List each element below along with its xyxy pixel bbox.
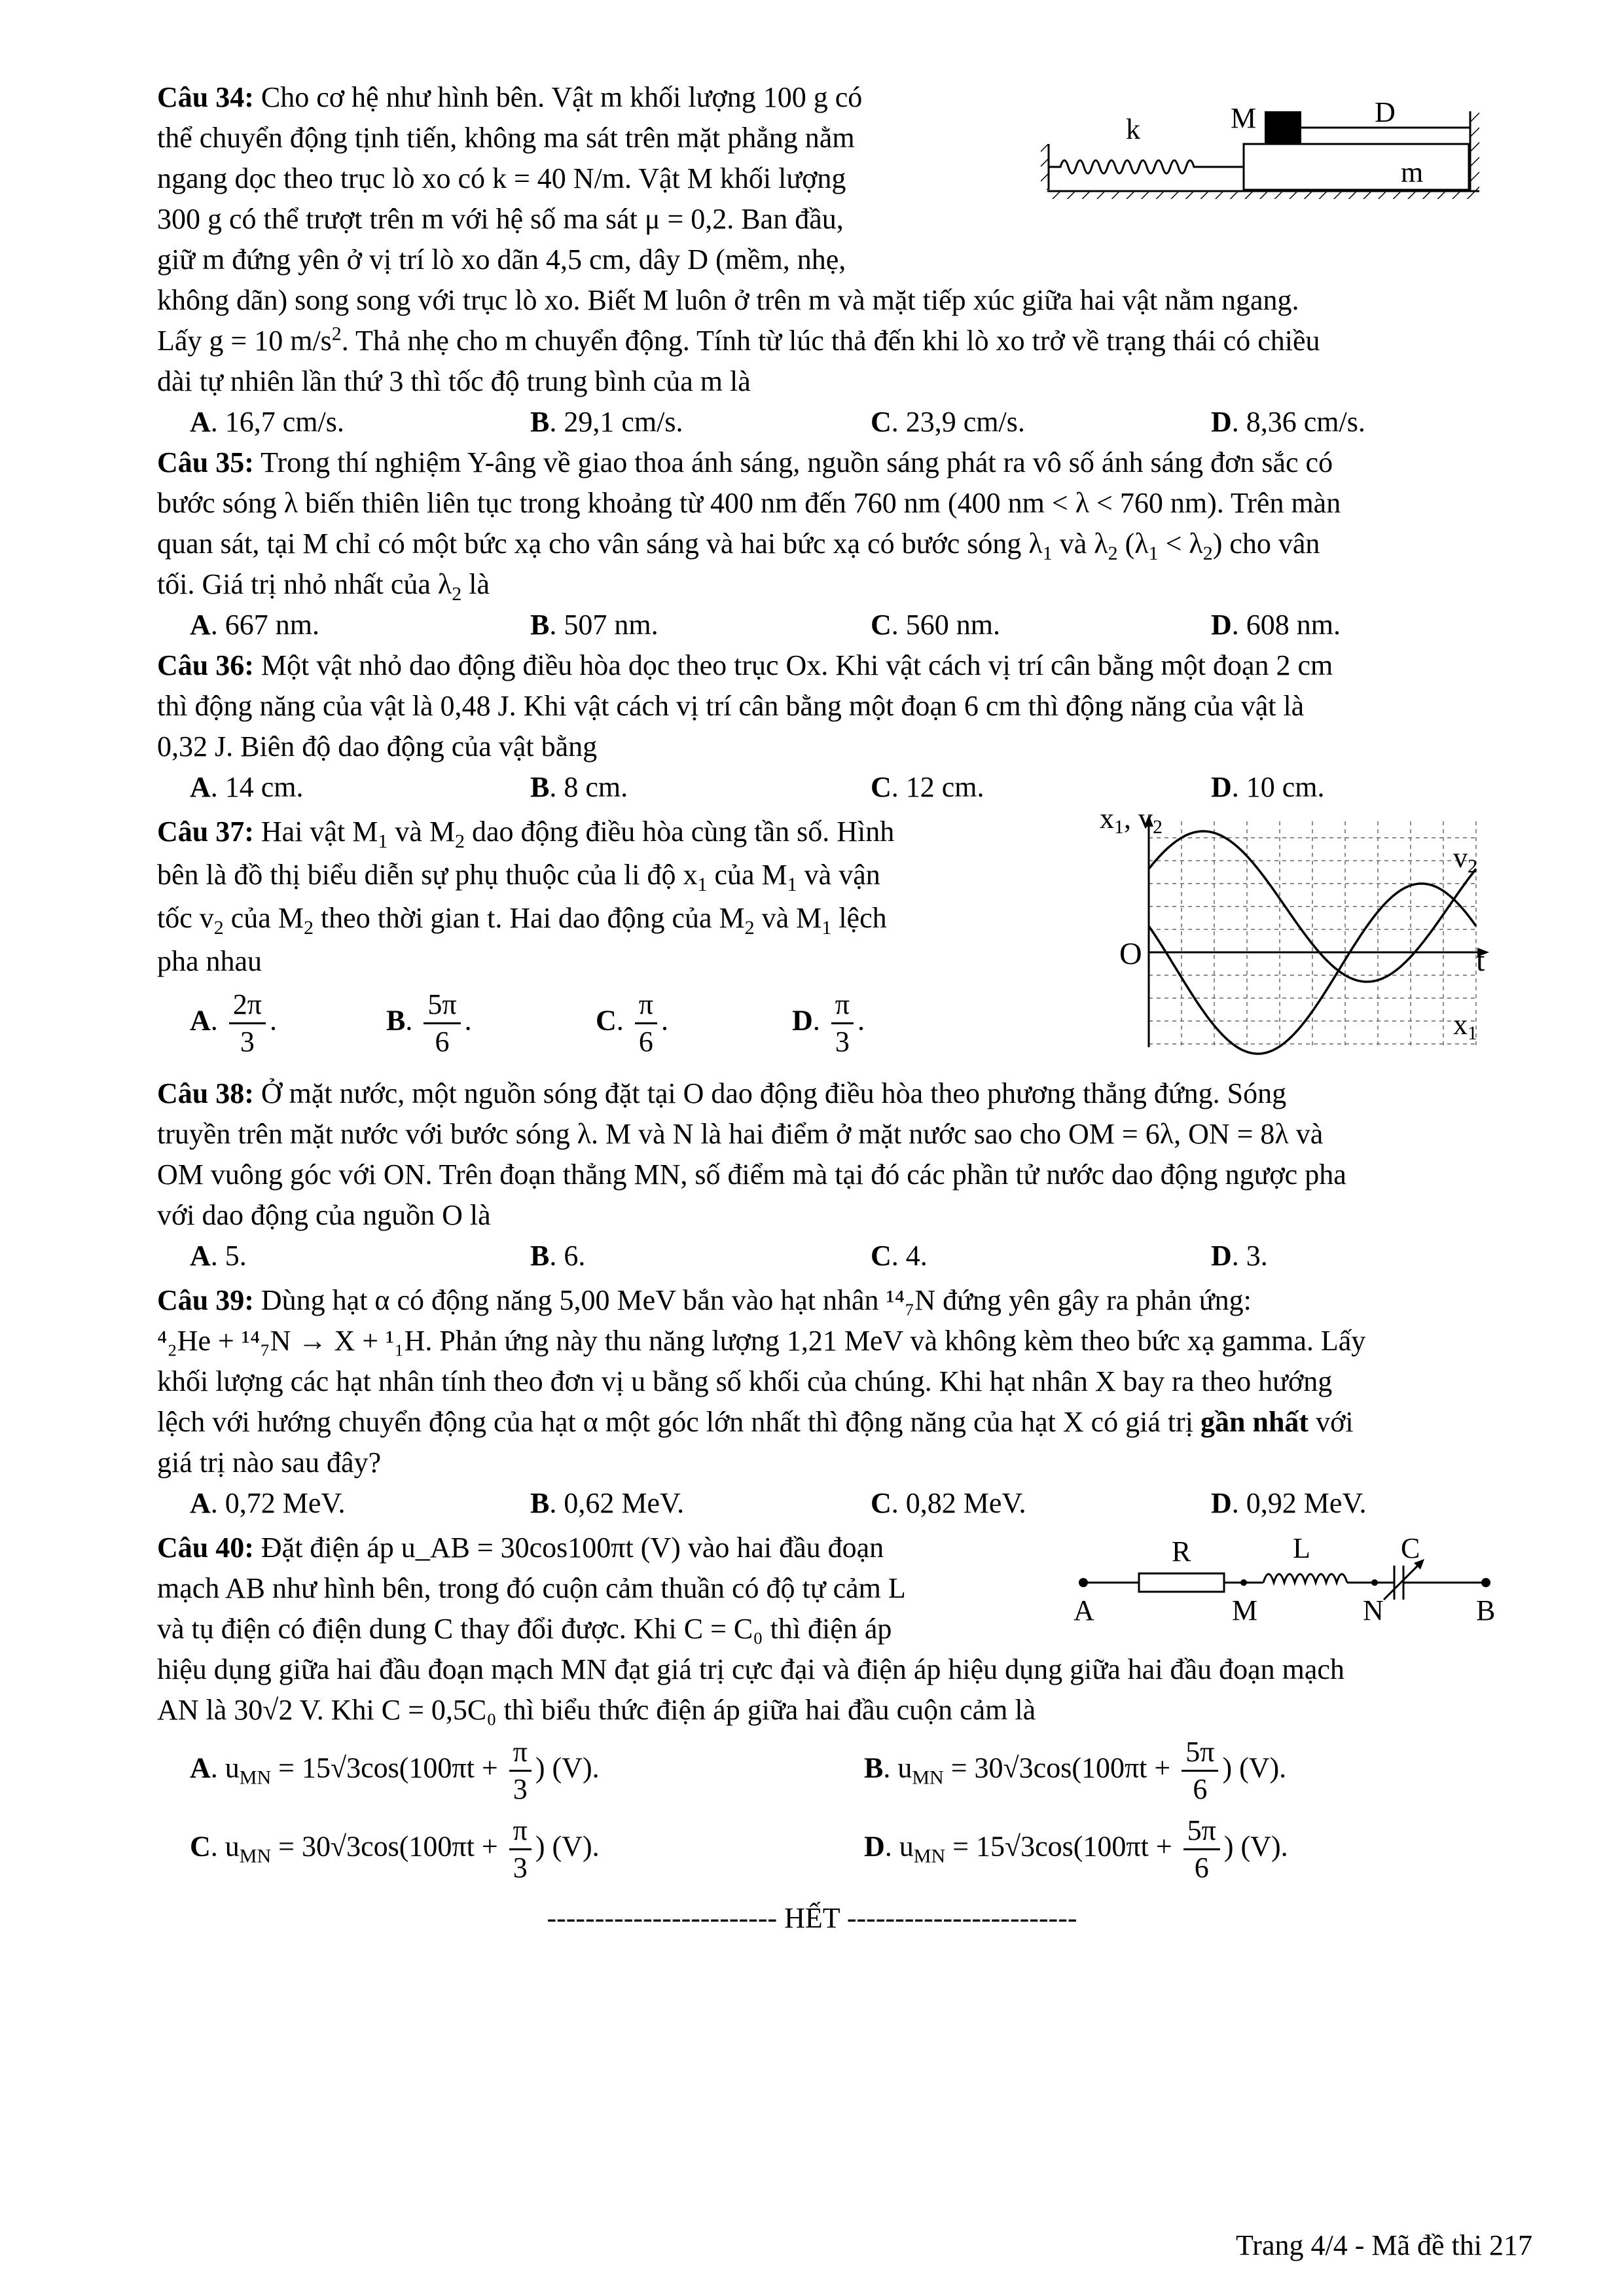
q35-option-c[interactable] [871,605,1000,645]
fraction [509,1734,532,1807]
option-letter: D [1211,771,1232,803]
q36-option-b[interactable] [530,767,628,808]
question-40-label: Câu 40: [157,1532,254,1564]
q34-text-2: thể chuyển động tịnh tiến, không ma sát trên mặt phẳng nằm [157,122,855,154]
fraction-denominator: 3 [513,1773,528,1805]
option-text: . 23,9 cm/s. [891,406,1025,438]
q39-text-bold: gần nhất [1200,1406,1309,1438]
fraction [831,987,854,1060]
option-text: . 3. [1231,1240,1268,1272]
q35-text-3a: quan sát, tại M chỉ có một bức xạ cho vân sáng và hai bức xạ có bước sóng λ [157,528,1043,560]
q39-text-4b: với [1308,1406,1354,1438]
q35-sub: 2 [1202,542,1213,564]
x1-label [1453,1009,1477,1044]
option-text: . 8,36 cm/s. [1231,406,1365,438]
option-letter: B [864,1751,884,1784]
option-letter: B [530,1240,550,1272]
fraction-denominator: 6 [435,1026,450,1058]
left-wall [1041,144,1049,190]
option-formula: = 30√3cos(100πt + [271,1830,505,1863]
q34-option-a[interactable] [190,402,344,442]
q38-line2 [157,1114,1532,1155]
rlc-circuit-figure [1067,1525,1512,1630]
fraction [1182,1734,1218,1807]
q35-text-4b: là [461,568,490,600]
q37-option-c[interactable]: C. $\frac{\pi}{6}$ . [596,987,668,1060]
option-letter: B [530,609,550,641]
page-footer: Trang 4/4 - Mã đề thi 217 [1235,2229,1532,2261]
q34-text-3: ngang dọc theo trục lò xo có k = 40 N/m. Vật M khối lượng [157,162,846,194]
question-36 [157,645,1532,686]
question-34-label: Câu 34: [157,81,254,113]
fraction-denominator: 6 [638,1026,653,1058]
q34-text-5: giữ m đứng yên ở vị trí lò xo dãn 4,5 cm, dây D (mềm, nhẹ, [157,243,846,276]
label-M: M [1232,1594,1258,1626]
label-B: B [1476,1594,1496,1626]
q39-options [190,1483,1532,1524]
question-37-label: Câu 37: [157,816,254,848]
fraction-denominator: 6 [1194,1852,1209,1884]
q40-text-4: hiệu dụng giữa hai đầu đoạn mạch MN đạt giá trị cực đại và điện áp hiệu dụng giữa hai đầu đoạn mạch [157,1653,1344,1685]
option-prefix: . u [883,1751,912,1784]
fraction [635,987,657,1060]
fraction-numerator: π [635,987,657,1024]
q39-text-5: giá trị nào sau đây? [157,1446,382,1479]
option-letter: A [190,1004,211,1037]
question-35 [157,442,1532,483]
option-letter: D [864,1830,885,1863]
block-m [1244,144,1469,190]
q36-option-a[interactable] [190,767,304,808]
q39-option-a[interactable] [190,1483,346,1524]
q36-line3 [157,726,1532,767]
q40-line3 [157,1609,1054,1649]
q38-line4 [157,1195,1532,1236]
q37-line2 [157,855,1028,895]
fraction-denominator: 3 [240,1026,255,1058]
q37-text-1a: Hai vật M [253,816,378,848]
q37-sub: 2 [213,916,224,939]
option-sub: MN [912,1767,944,1789]
option-letter: D [1211,406,1232,438]
option-letter: D [1211,1240,1232,1272]
v2-label [1453,842,1477,877]
option-letter: A [190,771,211,803]
question-39-label: Câu 39: [157,1284,254,1316]
option-prefix: . u [210,1751,240,1784]
option-text: . 507 nm. [549,609,659,641]
q37-text-4: pha nhau [157,945,262,977]
q34-line5 [157,240,1001,280]
q37-sub: 2 [744,916,755,939]
q40-option-a[interactable] [190,1734,600,1807]
q35-sub: 1 [1148,542,1159,564]
option-suffix: ) (V). [1223,1830,1288,1863]
block-m-label: m [1401,156,1424,188]
q40-text-5: AN là 30√2 V. Khi C = 0,5C₀ thì biểu thức điện áp giữa hai đầu cuộn cảm là [157,1694,1036,1726]
node-N [1371,1579,1378,1586]
q36-text-1: Một vật nhỏ dao động điều hòa dọc theo trục Ox. Khi vật cách vị trí cân bằng một đoạn 2 cm [261,649,1333,681]
t-axis-label: t [1476,943,1485,978]
option-letter: C [190,1830,211,1863]
q38-text-4: với dao động của nguồn O là [157,1199,491,1231]
q35-line2 [157,483,1532,524]
q37-text-2b: của M [707,859,787,891]
option-text: . 608 nm. [1231,609,1341,641]
spring-label-k: k [1126,113,1140,145]
fraction [229,987,266,1060]
q37-text-3d: và M [754,902,822,934]
x1-v2-graph [1100,802,1506,1057]
option-letter: A [190,609,211,641]
q37-sub: 1 [787,873,797,895]
q37-text-3c: theo thời gian t. Hai dao động của M [313,902,745,934]
origin-label: O [1119,937,1142,971]
label-C: C [1401,1532,1420,1564]
option-prefix: . u [210,1830,240,1863]
fraction-denominator: 3 [513,1852,528,1884]
q35-line4 [157,564,1532,605]
option-letter: B [530,406,550,438]
q37-text-2a: bên là đồ thị biểu diễn sự phụ thuộc của li độ x [157,859,698,891]
option-letter: B [530,771,550,803]
q37-sub: 1 [821,916,832,939]
q36-line2 [157,686,1532,726]
q37-text-2c: và vận [797,859,880,891]
option-text: . 8 cm. [549,771,628,803]
q36-text-3: 0,32 J. Biên độ dao động của vật bằng [157,730,598,762]
q38-option-c[interactable] [871,1236,928,1276]
q39-line2 [157,1321,1532,1361]
q37-text-3a: tốc v [157,902,214,934]
q38-option-a[interactable] [190,1236,247,1276]
q35-sub: 2 [452,583,462,605]
option-sub: MN [239,1767,272,1789]
question-40 [157,1528,1054,1568]
q37-text-1b: và M [388,816,455,848]
q34-line7 [157,321,1532,361]
option-text: . 29,1 cm/s. [549,406,683,438]
q40-line2 [157,1568,1054,1609]
q37-text-3b: của M [223,902,304,934]
q39-text-1: Dùng hạt α có động năng 5,00 MeV bắn vào hạt nhân ¹⁴₇N đứng yên gây ra phản ứng: [261,1284,1252,1316]
q37-option-b[interactable]: B. $\frac{5\pi}{6}$ . [386,987,472,1060]
option-text: . 14 cm. [210,771,304,803]
q35-text-3b: và λ [1052,528,1108,560]
variable-arrow [1384,1563,1420,1600]
option-letter: C [871,609,892,641]
question-38-label: Câu 38: [157,1077,254,1109]
q37-line3 [157,898,1028,939]
q34-option-b[interactable] [530,402,683,442]
question-39 [157,1280,1532,1321]
q40-line5 [157,1690,1532,1731]
q35-text-3d: < λ [1158,528,1203,560]
label-R: R [1172,1535,1191,1568]
option-text: . 5. [210,1240,247,1272]
end-of-exam-marker: ------------------------ HẾT ------------------------ [547,1902,1077,1934]
q40-text-2: mạch AB như hình bên, trong đó cuộn cảm thuần có độ tự cảm L [157,1572,906,1604]
option-text: . 12 cm. [891,771,984,803]
q34-option-d[interactable] [1211,402,1365,442]
floor [1047,191,1479,199]
fraction-denominator: 3 [835,1026,850,1058]
option-sub: MN [239,1845,272,1867]
option-letter: A [190,1751,211,1784]
label-N: N [1363,1594,1384,1626]
q35-text-4a: tối. Giá trị nhỏ nhất của λ [157,568,452,600]
q35-sub: 1 [1042,542,1053,564]
label-L: L [1293,1532,1310,1564]
q38-text-3: OM vuông góc với ON. Trên đoạn thẳng MN, số điểm mà tại đó các phần tử nước dao động ngược pha [157,1158,1346,1191]
q34-line2 [157,118,1001,158]
option-text: . 4. [891,1240,928,1272]
option-suffix: ) (V). [535,1830,600,1863]
q38-text-1: Ở mặt nước, một nguồn sóng đặt tại O dao động điều hòa theo phương thẳng đứng. Sóng [261,1077,1287,1109]
q35-text-1: Trong thí nghiệm Y-âng về giao thoa ánh sáng, nguồn sáng phát ra vô số ánh sáng đơn sắc có [261,446,1333,478]
option-letter: A [190,1487,211,1519]
option-letter: A [190,1240,211,1272]
q35-options [190,605,1532,645]
y-axis-label-sub1: 1 [1114,816,1124,838]
q37-sub: 1 [697,873,708,895]
q35-option-a[interactable] [190,605,319,645]
q34-text-6: không dãn) song song với trục lò xo. Biết M luôn ở trên m và mặt tiếp xúc giữa hai vật nằm ngang. [157,284,1299,316]
q38-option-d[interactable] [1211,1236,1268,1276]
option-letter: B [530,1487,550,1519]
option-text: . 0,82 MeV. [891,1487,1026,1519]
option-letter: A [190,406,211,438]
fraction-numerator: π [509,1734,532,1772]
q39-text-3: khối lượng các hạt nhân tính theo đơn vị u bằng số khối của chúng. Khi hạt nhân X bay ra theo hướng [157,1365,1333,1397]
resistor-R [1139,1573,1224,1592]
fraction-numerator: 2π [229,987,266,1024]
option-formula: = 15√3cos(100πt + [271,1751,505,1784]
q40-option-c[interactable] [190,1813,600,1886]
question-38 [157,1073,1532,1114]
q34-line3 [157,158,1001,199]
block-M [1265,111,1301,144]
option-letter: C [871,771,892,803]
question-37 [157,812,1028,852]
fraction-numerator: π [831,987,854,1024]
q34-text-7b: . Thả nhẹ cho m chuyển động. Tính từ lúc thả đến khi lò xo trở về trạng thái có chiều [341,325,1320,357]
q40-text-1: Đặt điện áp u_AB = 30cos100πt (V) vào hai đầu đoạn [261,1532,884,1564]
q35-text-3e: ) cho vân [1212,528,1320,560]
q36-text-2: thì động năng của vật là 0,48 J. Khi vật cách vị trí cân bằng một đoạn 6 cm thì động năng của vật là [157,690,1305,722]
inductor-L [1263,1574,1347,1583]
block-M-label: M [1231,102,1257,134]
option-letter: D [792,1004,813,1037]
option-formula: = 15√3cos(100πt + [945,1830,1180,1863]
q37-option-a[interactable]: A. $\frac{2\pi}{3}$ . [190,987,277,1060]
option-formula: = 30√3cos(100πt + [943,1751,1178,1784]
option-prefix: . u [884,1830,914,1863]
v2-label-sub: 2 [1468,855,1477,877]
fraction-numerator: 5π [424,987,460,1024]
q34-line6 [157,280,1532,321]
fraction-numerator: 5π [1183,1813,1220,1850]
option-letter: C [871,406,892,438]
fraction-numerator: 5π [1182,1734,1218,1772]
q35-text-3c: (λ [1117,528,1149,560]
right-wall [1470,111,1479,191]
option-suffix: ) (V). [535,1751,600,1784]
q39-text-2: ⁴₂He + ¹⁴₇N → X + ¹₁H. Phản ứng này thu năng lượng 1,21 MeV và không kèm theo bức xạ gamma. Lấy [157,1325,1366,1357]
q39-line5 [157,1443,1532,1483]
option-text: . 10 cm. [1231,771,1325,803]
q37-text-1c: dao động điều hòa cùng tần số. Hình [464,816,895,848]
spring [1049,160,1244,173]
y-axis-label [1100,802,1163,838]
q39-option-d[interactable] [1211,1483,1367,1524]
option-text: . 0,62 MeV. [549,1487,685,1519]
x1-label-sub: 1 [1468,1022,1477,1044]
fraction [1183,1813,1220,1886]
q38-line3 [157,1155,1532,1195]
q34-text-8: dài tự nhiên lần thứ 3 thì tốc độ trung bình của m là [157,365,751,397]
y-axis-label-v: , v [1124,802,1153,834]
option-letter: C [871,1487,892,1519]
node-M [1240,1579,1247,1586]
x1-label-x: x [1453,1009,1468,1041]
q36-option-c[interactable] [871,767,984,808]
q35-text-2: bước sóng λ biến thiên liên tục trong khoảng từ 400 nm đến 760 nm (400 nm < λ < 760 nm). Trên màn [157,487,1341,519]
string-D-label: D [1375,98,1396,128]
q37-sub: 2 [454,830,465,852]
q34-options [190,402,1532,442]
q35-line3 [157,524,1532,564]
option-letter: C [871,1240,892,1272]
question-34 [157,77,1001,118]
y-axis-label-x: x [1100,802,1114,834]
y-axis-label-sub2: 2 [1153,816,1163,838]
q34-text-4: 300 g có thể trượt trên m với hệ số ma sát μ = 0,2. Ban đầu, [157,203,844,235]
q37-text-3e: lệch [831,902,887,934]
q34-option-c[interactable] [871,402,1025,442]
option-letter: B [386,1004,406,1037]
q38-options [190,1236,1532,1276]
option-suffix: ) (V). [1222,1751,1287,1784]
q40-option-d[interactable] [864,1813,1288,1886]
option-text: . 560 nm. [891,609,1001,641]
q40-option-b[interactable] [864,1734,1286,1807]
q34-line4 [157,199,1001,240]
q34-line8 [157,361,1532,402]
spring-block-figure [1034,98,1492,209]
q38-text-2: truyền trên mặt nước với bước sóng λ. M và N là hai điểm ở mặt nước sao cho OM = 6λ, ON = 8λ và [157,1118,1324,1150]
fraction [424,987,460,1060]
q39-text-4a: lệch với hướng chuyển động của hạt α một góc lớn nhất thì động năng của hạt X có giá trị [157,1406,1200,1438]
label-A: A [1074,1594,1094,1626]
q34-text: Cho cơ hệ như hình bên. Vật m khối lượng 100 g có [261,81,863,113]
v2-label-v: v [1453,842,1468,874]
q39-option-c[interactable] [871,1483,1026,1524]
q39-line4 [157,1402,1532,1443]
option-sub: MN [913,1845,946,1867]
q37-sub: 2 [303,916,314,939]
q34-sup: 2 [331,323,342,345]
fraction [509,1813,532,1886]
fraction-denominator: 6 [1193,1773,1208,1805]
option-text: . 6. [549,1240,586,1272]
q34-text-7a: Lấy g = 10 m/s [157,325,332,357]
option-text: . 0,72 MeV. [210,1487,346,1519]
q35-option-d[interactable] [1211,605,1341,645]
fraction-numerator: π [509,1813,532,1850]
q40-text-3: và tụ điện có điện dung C thay đổi được. Khi C = C₀ thì điện áp [157,1613,892,1645]
option-text: . 0,92 MeV. [1231,1487,1367,1519]
node-B [1481,1578,1490,1587]
question-36-label: Câu 36: [157,649,254,681]
q39-option-b[interactable] [530,1483,684,1524]
q37-sub: 1 [378,830,388,852]
option-text: . 667 nm. [210,609,320,641]
option-letter: C [596,1004,617,1037]
option-letter: D [1211,609,1232,641]
q35-sub: 2 [1108,542,1118,564]
q35-option-b[interactable] [530,605,659,645]
graph-grid [1149,821,1476,1047]
q38-option-b[interactable] [530,1236,585,1276]
q37-option-d[interactable]: D. $\frac{\pi}{3}$ . [792,987,865,1060]
q39-line3 [157,1361,1532,1402]
option-text: . 16,7 cm/s. [210,406,344,438]
option-letter: D [1211,1487,1232,1519]
question-35-label: Câu 35: [157,446,254,478]
q40-line4 [157,1649,1532,1690]
q37-line4 [157,941,1028,982]
